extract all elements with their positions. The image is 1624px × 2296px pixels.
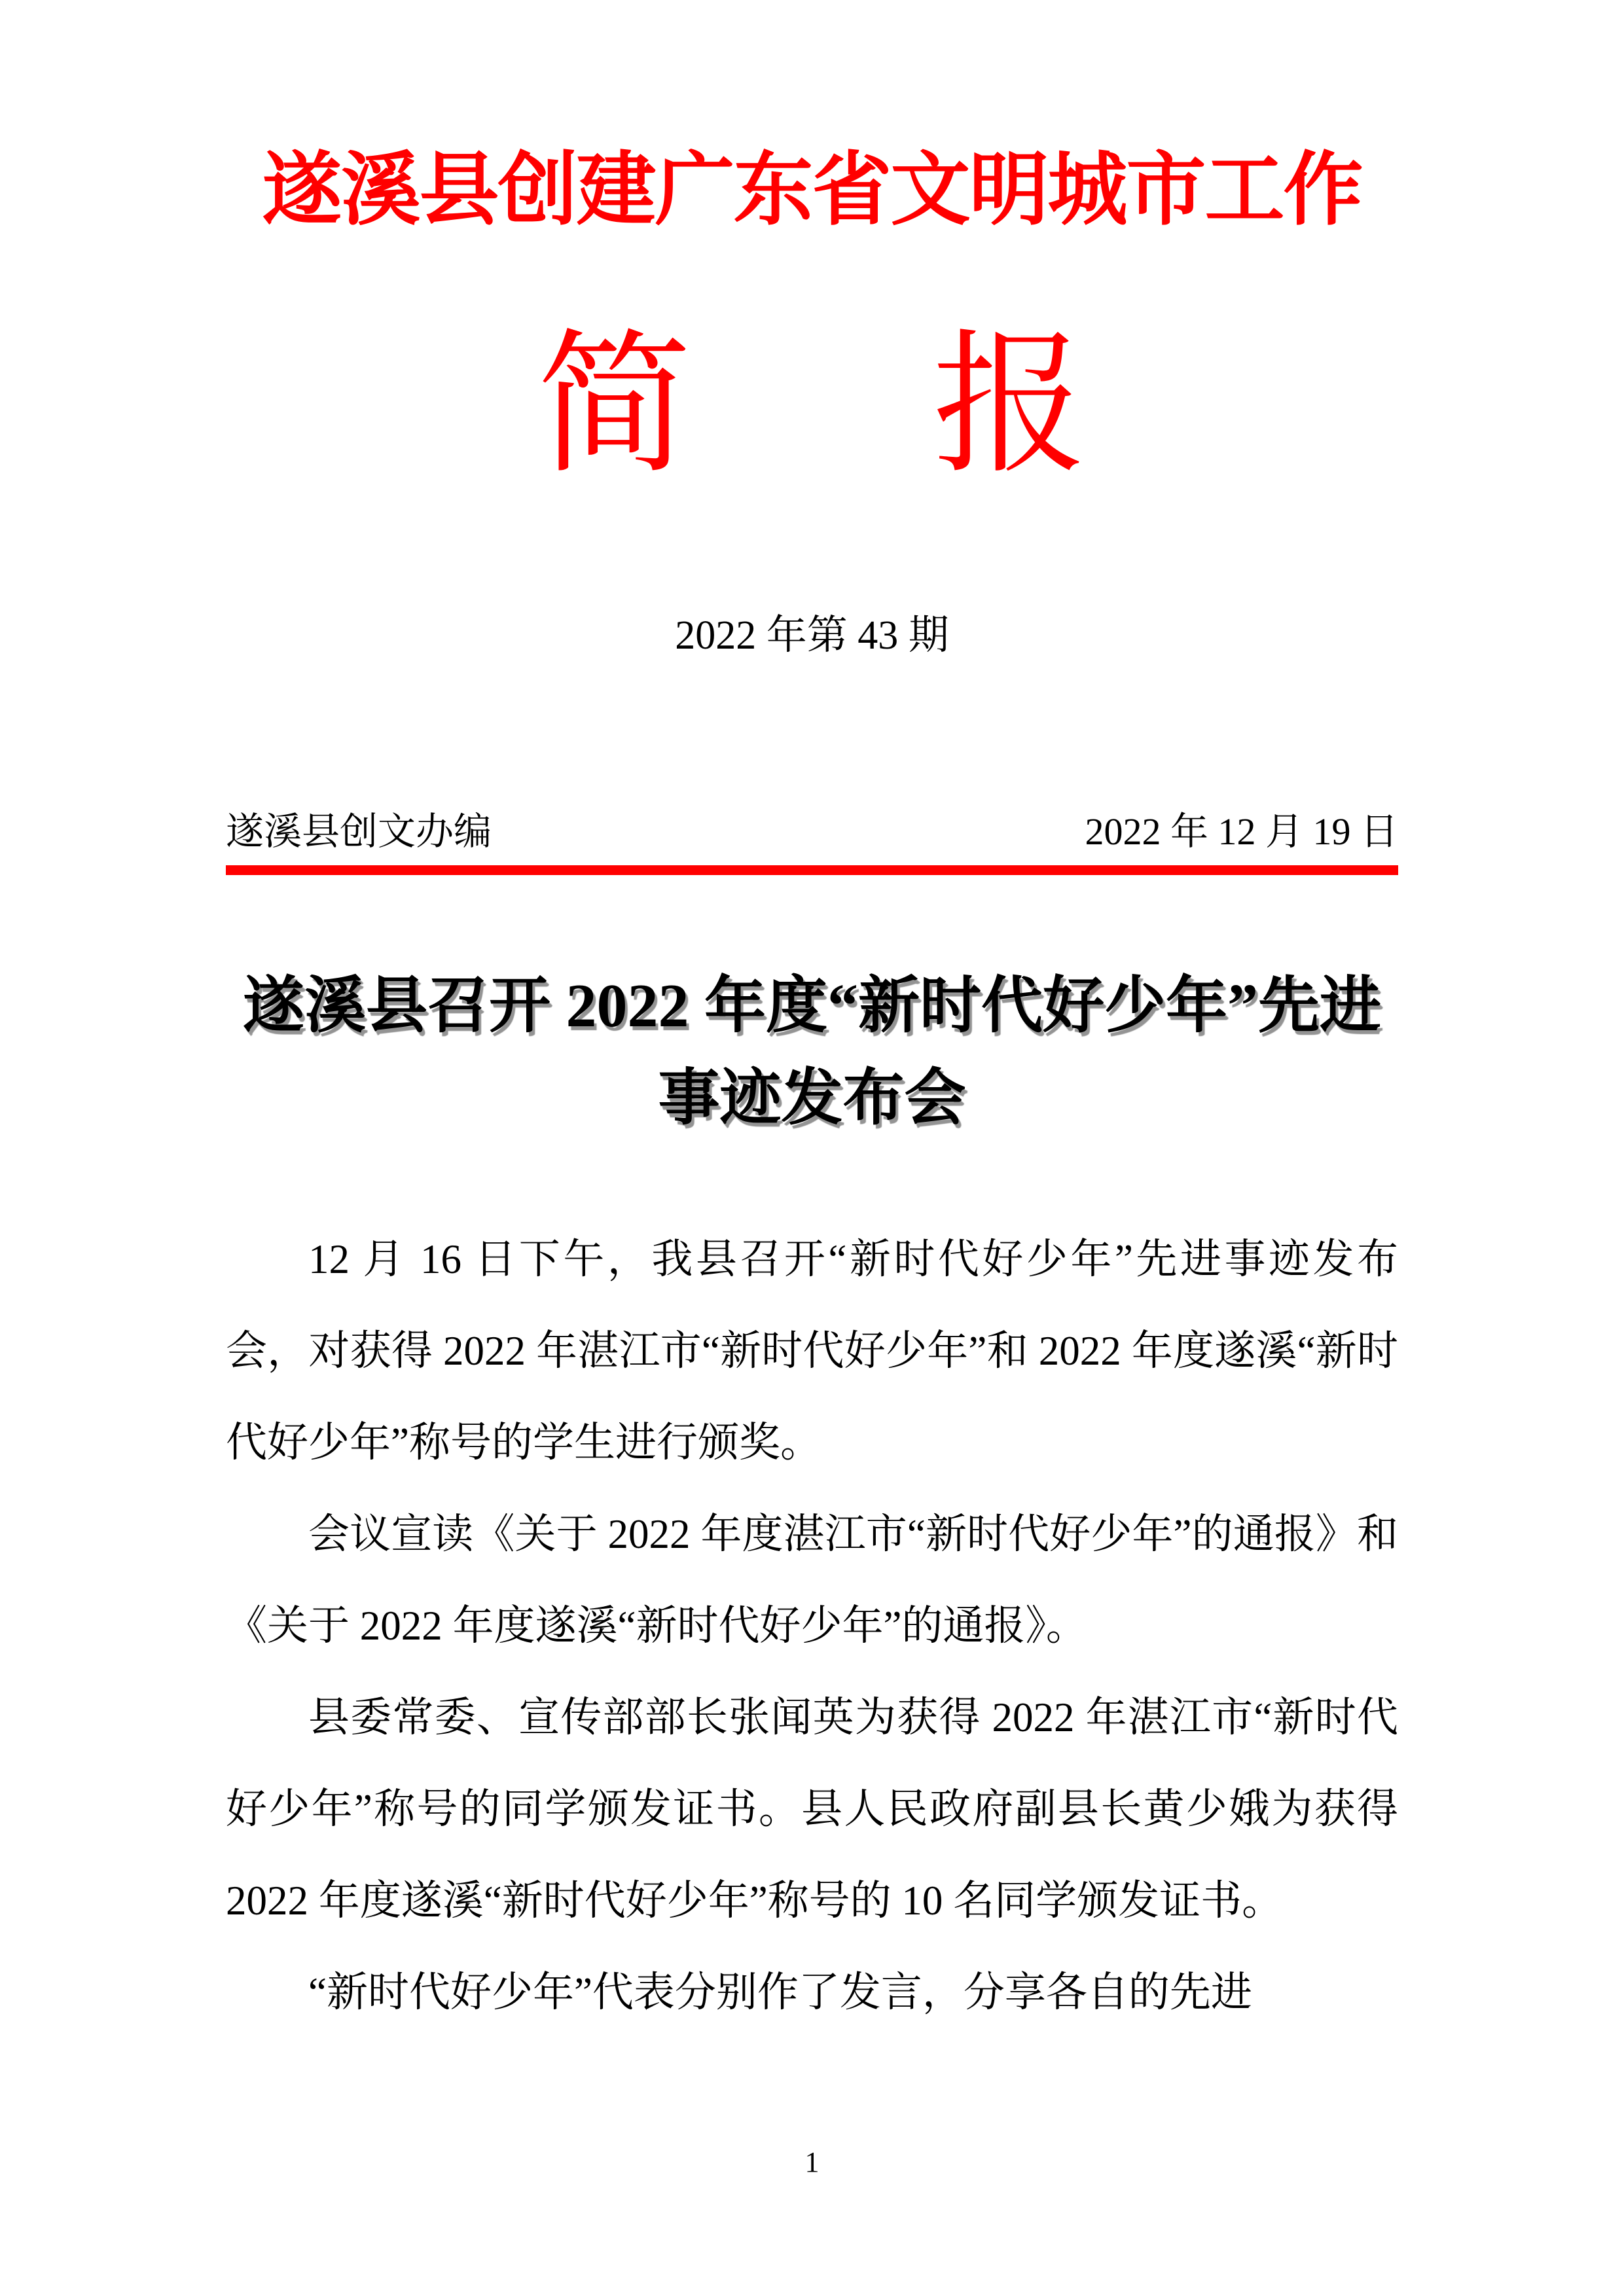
meta-row [226, 810, 1398, 853]
bulletin-name-char-right: 报 [932, 321, 1087, 493]
article-body [226, 1213, 1398, 2038]
issue-date: 2022 年 12 月 19 日 [1085, 810, 1398, 853]
issue-number: 2022 年第 43 期 [675, 613, 949, 658]
bulletin-name-char-left: 简 [537, 321, 692, 493]
article-title [226, 960, 1398, 1145]
editor-label: 遂溪县创文办编 [226, 810, 492, 853]
bulletin-name [226, 321, 1398, 493]
page-number: 1 [804, 2146, 820, 2178]
article-title-line2: 事迹发布会 [658, 1064, 966, 1133]
masthead-org-title: 遂溪县创建广东省文明城市工作 [262, 147, 1362, 235]
divider-rule [226, 865, 1398, 875]
body-paragraph: 会议宣读《关于 2022 年度湛江市“新时代好少年”的通报》和《关于 2022 年度遂溪“新时代好少年”的通报》。 [226, 1511, 1398, 1649]
article-title-line1: 遂溪县召开 2022 年度“新时代好少年”先进 [242, 972, 1381, 1041]
body-paragraph: 12 月 16 日下午，我县召开“新时代好少年”先进事迹发布会，对获得 2022 年湛江市“新时代好少年”和 2022 年度遂溪“新时代好少年”称号的学生进行颁奖。 [226, 1236, 1398, 1466]
body-paragraph: 县委常委、宣传部部长张闻英为获得 2022 年湛江市“新时代好少年”称号的同学颁发证书。县人民政府副县长黄少娥为获得 2022 年度遂溪“新时代好少年”称号的 10 名同学颁发证书。 [226, 1695, 1398, 1924]
body-paragraph: “新时代好少年”代表分别作了发言，分享各自的先进 [308, 1969, 1252, 2016]
